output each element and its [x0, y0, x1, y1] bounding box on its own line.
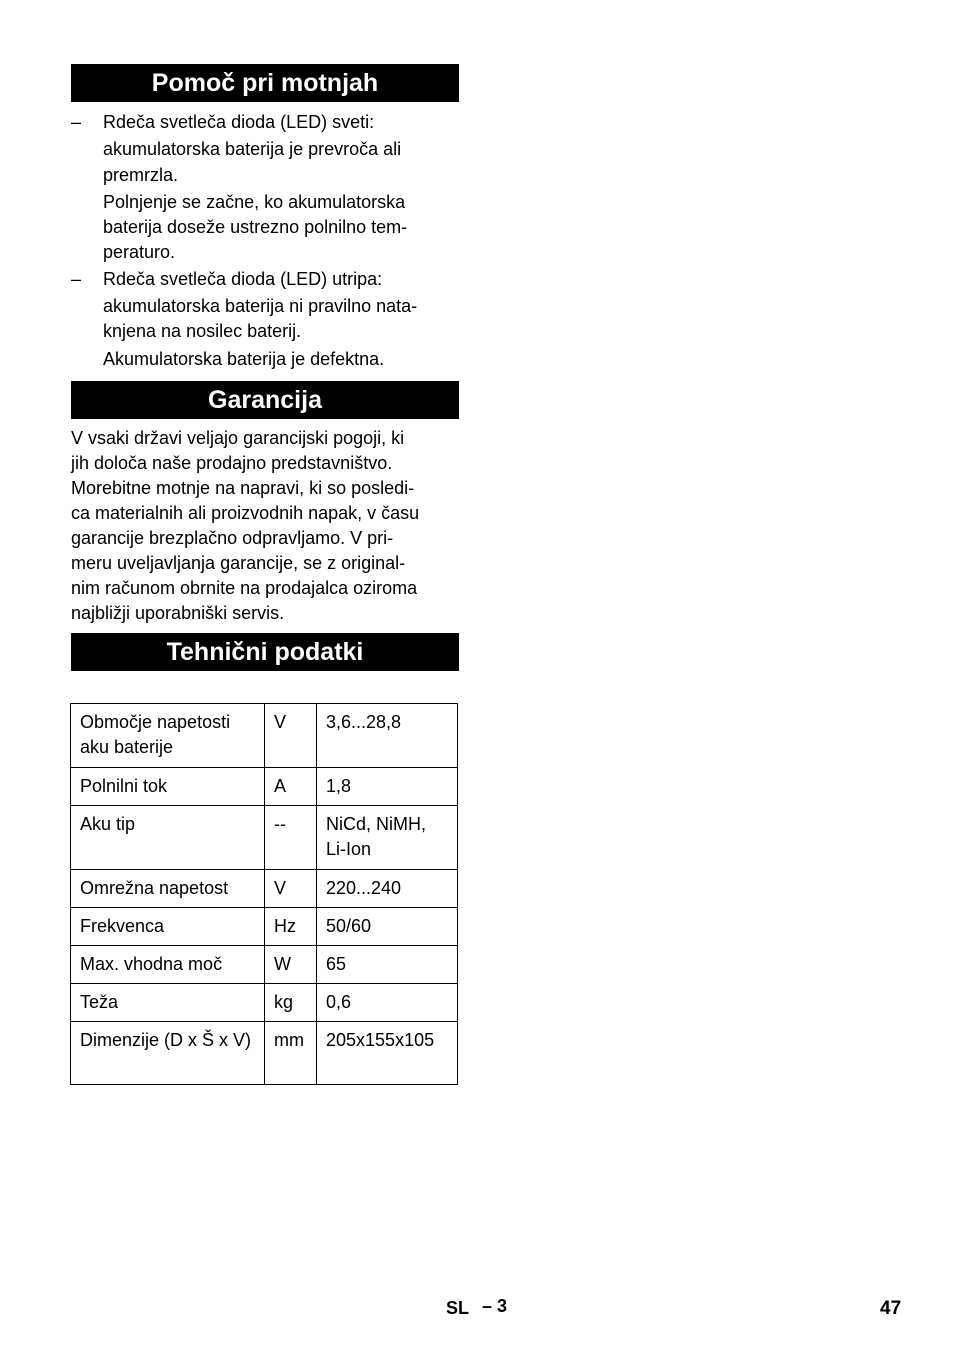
list-line: Polnjenje se začne, ko akumulatorska	[103, 191, 406, 212]
table-row	[71, 1022, 458, 1085]
spec-value: 205x155x105	[317, 1022, 458, 1085]
footer-language: SL	[446, 1298, 470, 1318]
spec-unit: kg	[265, 984, 317, 1022]
spec-value: NiCd, NiMH, Li-Ion	[317, 806, 458, 870]
list-line: akumulatorska baterija ni pravilno nata-	[103, 296, 418, 317]
spec-unit: mm	[265, 1022, 317, 1085]
spec-value: 1,8	[317, 768, 458, 806]
paragraph-line: meru uveljavljanja garancije, se z original-	[71, 553, 406, 573]
list-line: Rdeča svetleča dioda (LED) sveti:	[103, 112, 375, 132]
troubleshooting-heading: Pomoč pri motnjah	[71, 64, 459, 102]
spec-unit: V	[265, 870, 317, 908]
list-line: akumulatorska baterija je prevroča ali	[103, 139, 402, 160]
spec-label: Polnilni tok	[71, 768, 265, 806]
spec-label: Omrežna napetost	[71, 870, 265, 908]
specs-heading: Tehnični podatki	[71, 633, 459, 671]
table-row	[71, 984, 458, 1022]
list-line: peraturo.	[103, 242, 176, 263]
paragraph-line: najbližji uporabniški servis.	[71, 603, 285, 623]
list-item	[71, 267, 459, 372]
footer-section-number: – 3	[482, 1296, 508, 1316]
spec-label: Aku tip	[71, 806, 265, 870]
list-line: Rdeča svetleča dioda (LED) utripa:	[103, 268, 383, 289]
spec-value: 0,6	[317, 984, 458, 1022]
spec-label: Območje napetosti aku baterije	[71, 704, 265, 768]
troubleshooting-list	[71, 110, 459, 372]
spec-unit: W	[265, 946, 317, 984]
spec-value: 220...240	[317, 870, 458, 908]
table-row	[71, 768, 458, 806]
list-dash: –	[71, 112, 82, 132]
paragraph-line: jih določa naše prodajno predstavništvo.	[71, 453, 393, 473]
spec-label: Max. vhodna moč	[71, 946, 265, 984]
list-line: Akumulatorska baterija je defektna.	[103, 348, 385, 369]
table-row	[71, 806, 458, 870]
paragraph-line: nim računom obrnite na prodajalca oziroma	[71, 578, 418, 598]
list-dash: –	[71, 268, 82, 289]
spec-unit: V	[265, 704, 317, 768]
paragraph-line: garancije brezplačno odpravljamo. V pri-	[71, 528, 394, 548]
spec-label: Frekvenca	[71, 908, 265, 946]
specs-table	[70, 703, 458, 1085]
paragraph-line: ca materialnih ali proizvodnih napak, v času	[71, 503, 420, 523]
warranty-heading: Garancija	[71, 381, 459, 419]
table-row	[71, 946, 458, 984]
spec-value: 65	[317, 946, 458, 984]
spec-unit: A	[265, 768, 317, 806]
list-line: knjena na nosilec baterij.	[103, 321, 302, 342]
spec-label: Dimenzije (D x Š x V)	[71, 1022, 265, 1085]
spec-unit: Hz	[265, 908, 317, 946]
table-row	[71, 870, 458, 908]
table-row	[71, 908, 458, 946]
list-line: premrzla.	[103, 164, 179, 185]
paragraph-line: Morebitne motnje na napravi, ki so posledi-	[71, 478, 415, 498]
paragraph-line: V vsaki državi veljajo garancijski pogoji, ki	[71, 428, 405, 448]
list-line: baterija doseže ustrezno polnilno tem-	[103, 217, 408, 238]
page-number: 47	[880, 1298, 902, 1319]
table-row	[71, 704, 458, 768]
list-item	[71, 110, 459, 266]
spec-label: Teža	[71, 984, 265, 1022]
warranty-paragraph	[71, 426, 459, 626]
spec-unit: --	[265, 806, 317, 870]
spec-value: 50/60	[317, 908, 458, 946]
spec-value: 3,6...28,8	[317, 704, 458, 768]
